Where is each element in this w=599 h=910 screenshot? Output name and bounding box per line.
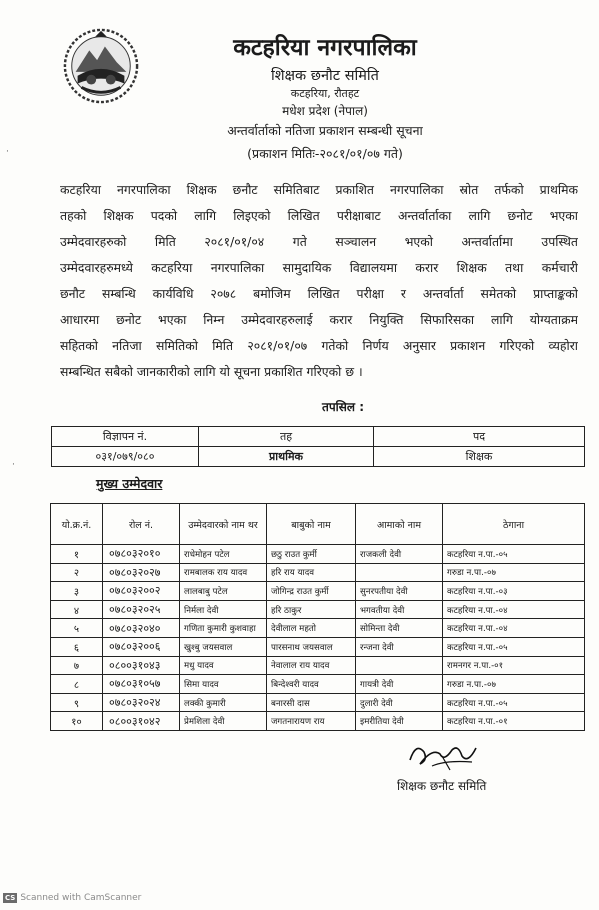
notice-body-line: तहको शिक्षक पदको लागि लिइएको लिखित परीक्षाबाट अन्तर्वार्ताका लागि छनोट भएका <box>60 208 578 223</box>
table-cell: रामनगर न.पा.-०१ <box>443 656 585 675</box>
table-cell: सुनरपतीया देवी <box>356 582 443 601</box>
table-cell: राजकली देवी <box>356 545 443 564</box>
table-cell: सिमा यादव <box>180 675 267 694</box>
column-header: विज्ञापन नं. <box>52 427 199 447</box>
table-cell: रन्जना देवी <box>356 637 443 656</box>
table-cell: खुश्बु जयसवाल <box>180 637 267 656</box>
column-header: आमाको नाम <box>356 504 443 545</box>
table-cell: २ <box>51 563 103 582</box>
signature-caption: शिक्षक छनौट समिति <box>397 779 487 793</box>
publish-date: (प्रकाशन मितिः-२०८१/०१/०७ गते) <box>247 146 403 161</box>
table-cell: लक्की कुमारी <box>180 693 267 712</box>
table-cell: ०७८०३२०२४ <box>103 693 180 712</box>
table-cell: जगतनारायण राय <box>267 712 356 731</box>
scanner-watermark <box>3 893 141 903</box>
table-cell: कटहरिया न.पा.-०१ <box>443 712 585 731</box>
committee-title: शिक्षक छनौट समिति <box>271 68 379 84</box>
table-cell: प्राथमिक <box>199 447 374 467</box>
table-row <box>51 637 585 656</box>
table-row <box>52 447 585 467</box>
table-cell: राधेमोहन पटेल <box>180 545 267 564</box>
nepal-emblem-icon <box>62 27 140 105</box>
table-row <box>51 600 585 619</box>
column-header: ठेगाना <box>443 504 585 545</box>
notice-body-line: आधारमा छनोट भएका निम्न उम्मेदवारहरुलाई करार नियुक्ति सिफारिसका लागि योग्यताक्रम <box>60 312 578 327</box>
notice-body <box>60 177 578 385</box>
table-cell: कटहरिया न.पा.-०५ <box>443 693 585 712</box>
table-cell: ९ <box>51 693 103 712</box>
column-header: रोल नं. <box>103 504 180 545</box>
table-cell: ०७८०३२०४० <box>103 619 180 638</box>
table-cell <box>356 563 443 582</box>
municipality-title: कटहरिया नगरपालिका <box>233 35 417 61</box>
table-cell: ३ <box>51 582 103 601</box>
table-cell: ४ <box>51 600 103 619</box>
table-row <box>51 582 585 601</box>
column-header: पद <box>374 427 585 447</box>
table-cell: ०८००३१०४२ <box>103 712 180 731</box>
table-cell: १ <box>51 545 103 564</box>
table-cell: ८ <box>51 675 103 694</box>
table-cell: कटहरिया न.पा.-०३ <box>443 582 585 601</box>
table-cell: ०७८०३२००२ <box>103 582 180 601</box>
table-cell: नेवालाल राय यादव <box>267 656 356 675</box>
candidates-table-body <box>51 545 585 731</box>
table-header-row <box>51 504 585 545</box>
table-row <box>51 619 585 638</box>
table-cell: ०७८०३२००६ <box>103 637 180 656</box>
notice-body-line: सहितको नतिजा समितिको मिति २०८१/०१/०७ गतेको निर्णय अनुसार प्रकाशन गरिएको व्यहोरा <box>60 338 578 353</box>
column-header: यो.क्र.नं. <box>51 504 103 545</box>
address-line-2: मधेश प्रदेश (नेपाल) <box>282 104 368 118</box>
main-candidates-heading: मुख्य उम्मेदवार <box>96 476 163 491</box>
table-cell: प्रेमशिला देवी <box>180 712 267 731</box>
table-cell <box>356 656 443 675</box>
table-cell: छठु राउत कुर्मी <box>267 545 356 564</box>
table-cell: गायत्री देवी <box>356 675 443 694</box>
table-cell: मधु यादव <box>180 656 267 675</box>
table-cell: ६ <box>51 637 103 656</box>
table-cell: ०८००३१०४३ <box>103 656 180 675</box>
table-cell: भगवतीया देवी <box>356 600 443 619</box>
camscanner-logo-icon: CS <box>5 894 16 902</box>
table-cell: पारसनाथ जयसवाल <box>267 637 356 656</box>
table-row <box>51 675 585 694</box>
table-cell: दुलारी देवी <box>356 693 443 712</box>
table-cell: ०७८०३२०२५ <box>103 600 180 619</box>
margin-mark: ⋅ <box>6 147 9 157</box>
table-cell: कटहरिया न.पा.-०४ <box>443 619 585 638</box>
table-cell: लालबाबु पटेल <box>180 582 267 601</box>
table-cell: ०७८०३२०१० <box>103 545 180 564</box>
table-cell: गणिता कुमारी कुशवाहा <box>180 619 267 638</box>
table-cell: ०७८०३२०२७ <box>103 563 180 582</box>
notice-body-line: सम्बन्धित सबैको जानकारीको लागि यो सूचना प्रकाशित गरिएको छ । <box>60 364 363 379</box>
table-row <box>51 563 585 582</box>
candidates-table <box>50 503 585 731</box>
table-cell: सोमिन्ता देवी <box>356 619 443 638</box>
table-cell: कटहरिया न.पा.-०४ <box>443 600 585 619</box>
table-cell: १० <box>51 712 103 731</box>
table-cell: हरि राय यादव <box>267 563 356 582</box>
table-cell: हरि ठाकुर <box>267 600 356 619</box>
notice-body-line: कटहरिया नगरपालिका शिक्षक छनौट समितिबाट प्रकाशित नगरपालिका स्रोत तर्फको प्राथमिक <box>60 182 578 197</box>
table-cell: कटहरिया न.पा.-०५ <box>443 545 585 564</box>
table-cell: बिन्देश्वरी यादव <box>267 675 356 694</box>
address-line-1: कटहरिया, रौतहट <box>290 87 360 100</box>
column-header: उम्मेदवारको नाम थर <box>180 504 267 545</box>
table-row <box>51 693 585 712</box>
scanner-text: Scanned with CamScanner <box>20 893 142 903</box>
table-cell: देवीलाल महतो <box>267 619 356 638</box>
notice-title: अन्तर्वार्ताको नतिजा प्रकाशन सम्बन्धी सूचना <box>227 123 423 138</box>
table-cell: गरुडा न.पा.-०७ <box>443 563 585 582</box>
table-cell: रामबालक राय यादव <box>180 563 267 582</box>
table-cell: ०७८०३१०५७ <box>103 675 180 694</box>
table-cell: गरुडा न.पा.-०७ <box>443 675 585 694</box>
table-cell: ५ <box>51 619 103 638</box>
table-cell: बनारसी दास <box>267 693 356 712</box>
notice-body-line: उम्मेदवारहरुमध्ये कटहरिया नगरपालिका सामुदायिक विद्यालयमा करार शिक्षक तथा कर्मचारी <box>60 260 578 275</box>
table-row <box>51 545 585 564</box>
advertisement-table <box>51 426 585 467</box>
table-cell: कटहरिया न.पा.-०५ <box>443 637 585 656</box>
details-heading: तपसिल : <box>322 400 364 414</box>
notice-body-line: उम्मेदवारहरुको मिति २०८१/०१/०४ गते सञ्चालन भएको अन्तर्वार्तामा उपस्थित <box>60 234 578 249</box>
table-row <box>51 656 585 675</box>
table-cell: ०३१/०७९/०८० <box>52 447 199 467</box>
table-cell: निर्मला देवी <box>180 600 267 619</box>
table-cell: ७ <box>51 656 103 675</box>
column-header: बाबुको नाम <box>267 504 356 545</box>
signature-image <box>402 738 482 776</box>
notice-body-line: छनौट सम्बन्धि कार्यविधि २०७८ बमोजिम लिखित परीक्षा र अन्तर्वार्ता समेतको प्राप्ताङ्कको <box>60 286 578 301</box>
table-cell: जोगिन्द्र राउत कुर्मी <box>267 582 356 601</box>
margin-mark: ⋅ <box>12 460 15 470</box>
table-cell: इमरीतिया देवी <box>356 712 443 731</box>
table-row <box>51 712 585 731</box>
table-cell: शिक्षक <box>374 447 585 467</box>
table-header-row <box>52 427 585 447</box>
column-header: तह <box>199 427 374 447</box>
